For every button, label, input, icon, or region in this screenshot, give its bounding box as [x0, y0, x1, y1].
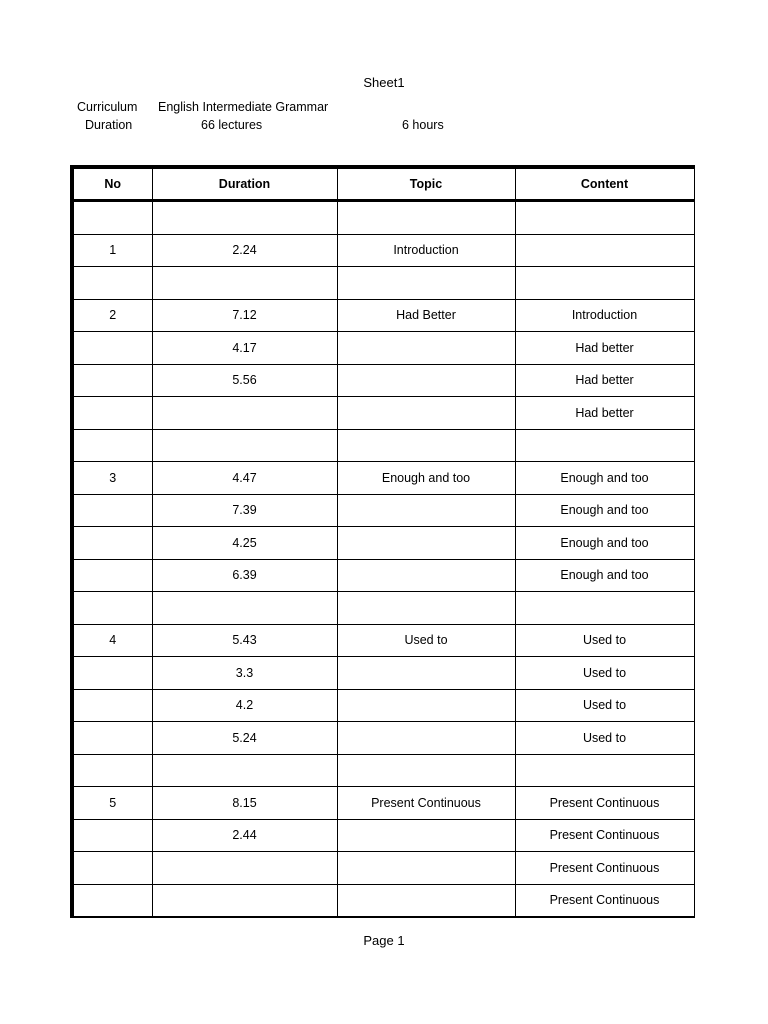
header-topic: Topic [337, 167, 515, 201]
cell-duration: 2.44 [152, 819, 337, 852]
cell-no [72, 689, 152, 722]
cell-no [72, 592, 152, 625]
cell-duration: 5.56 [152, 364, 337, 397]
cell-topic [337, 657, 515, 690]
cell-topic: Had Better [337, 299, 515, 332]
curriculum-table [70, 165, 695, 918]
cell-duration [152, 267, 337, 300]
cell-topic [337, 267, 515, 300]
cell-duration: 4.25 [152, 527, 337, 560]
cell-topic [337, 722, 515, 755]
table-row [72, 364, 694, 397]
cell-no [72, 267, 152, 300]
cell-content: Present Continuous [515, 819, 694, 852]
table-row [72, 527, 694, 560]
cell-duration: 7.12 [152, 299, 337, 332]
cell-duration: 4.47 [152, 462, 337, 495]
cell-duration: 5.24 [152, 722, 337, 755]
cell-content: Enough and too [515, 462, 694, 495]
cell-no [72, 527, 152, 560]
table-row [72, 722, 694, 755]
cell-topic [337, 364, 515, 397]
cell-content [515, 429, 694, 462]
cell-duration: 6.39 [152, 559, 337, 592]
cell-content [515, 201, 694, 235]
cell-topic [337, 494, 515, 527]
cell-no: 5 [72, 787, 152, 820]
total-hours: 6 hours [402, 118, 444, 132]
lectures-count: 66 lectures [201, 118, 263, 132]
cell-duration [152, 884, 337, 917]
table-row [72, 689, 694, 722]
cell-duration [152, 754, 337, 787]
header-row [72, 167, 694, 201]
cell-no: 1 [72, 234, 152, 267]
cell-topic [337, 852, 515, 885]
cell-content: Used to [515, 657, 694, 690]
table-row [72, 267, 694, 300]
cell-duration: 4.17 [152, 332, 337, 365]
cell-duration: 5.43 [152, 624, 337, 657]
cell-content [515, 592, 694, 625]
cell-content: Present Continuous [515, 787, 694, 820]
cell-no: 3 [72, 462, 152, 495]
curriculum-label: Curriculum [77, 100, 138, 114]
table-row [72, 559, 694, 592]
table-row [72, 429, 694, 462]
table-body [72, 201, 694, 918]
table-row [72, 884, 694, 917]
cell-topic: Used to [337, 624, 515, 657]
cell-no [72, 429, 152, 462]
cell-content [515, 234, 694, 267]
cell-topic [337, 819, 515, 852]
cell-topic [337, 884, 515, 917]
cell-topic [337, 397, 515, 430]
table-row [72, 754, 694, 787]
cell-no [72, 397, 152, 430]
table-row [72, 299, 694, 332]
cell-no: 4 [72, 624, 152, 657]
table-row [72, 332, 694, 365]
header-no: No [72, 167, 152, 201]
cell-topic [337, 429, 515, 462]
cell-no [72, 332, 152, 365]
table-row [72, 852, 694, 885]
cell-no: 2 [72, 299, 152, 332]
cell-topic [337, 527, 515, 560]
table-row [72, 494, 694, 527]
cell-content: Used to [515, 722, 694, 755]
cell-content: Introduction [515, 299, 694, 332]
cell-duration: 3.3 [152, 657, 337, 690]
cell-content: Enough and too [515, 559, 694, 592]
table-row [72, 657, 694, 690]
table-row [72, 462, 694, 495]
cell-no [72, 494, 152, 527]
cell-content [515, 267, 694, 300]
cell-duration: 7.39 [152, 494, 337, 527]
cell-content [515, 754, 694, 787]
page-number: Page 1 [363, 933, 405, 948]
cell-duration: 4.2 [152, 689, 337, 722]
cell-topic [337, 559, 515, 592]
cell-topic [337, 332, 515, 365]
sheet-title: Sheet1 [363, 75, 405, 90]
cell-topic [337, 592, 515, 625]
cell-content: Had better [515, 364, 694, 397]
header-content: Content [515, 167, 694, 201]
cell-no [72, 884, 152, 917]
cell-no [72, 819, 152, 852]
cell-topic [337, 689, 515, 722]
table-row [72, 592, 694, 625]
duration-label: Duration [85, 118, 133, 132]
cell-topic: Present Continuous [337, 787, 515, 820]
header-duration: Duration [152, 167, 337, 201]
cell-content: Used to [515, 689, 694, 722]
table-row [72, 397, 694, 430]
cell-duration: 8.15 [152, 787, 337, 820]
cell-no [72, 559, 152, 592]
cell-content: Used to [515, 624, 694, 657]
cell-no [72, 722, 152, 755]
table-row [72, 201, 694, 235]
cell-topic: Introduction [337, 234, 515, 267]
table-row [72, 234, 694, 267]
cell-topic [337, 754, 515, 787]
cell-content: Had better [515, 397, 694, 430]
cell-no [72, 754, 152, 787]
cell-no [72, 201, 152, 235]
table-row [72, 787, 694, 820]
cell-duration [152, 592, 337, 625]
cell-topic: Enough and too [337, 462, 515, 495]
cell-duration [152, 201, 337, 235]
cell-content: Had better [515, 332, 694, 365]
cell-no [72, 852, 152, 885]
cell-no [72, 364, 152, 397]
cell-no [72, 657, 152, 690]
cell-content: Enough and too [515, 527, 694, 560]
curriculum-value: English Intermediate Grammar [158, 100, 329, 114]
cell-duration [152, 429, 337, 462]
cell-topic [337, 201, 515, 235]
cell-content: Present Continuous [515, 852, 694, 885]
table-row [72, 819, 694, 852]
table-row [72, 624, 694, 657]
cell-content: Present Continuous [515, 884, 694, 917]
cell-duration: 2.24 [152, 234, 337, 267]
cell-content: Enough and too [515, 494, 694, 527]
cell-duration [152, 852, 337, 885]
cell-duration [152, 397, 337, 430]
